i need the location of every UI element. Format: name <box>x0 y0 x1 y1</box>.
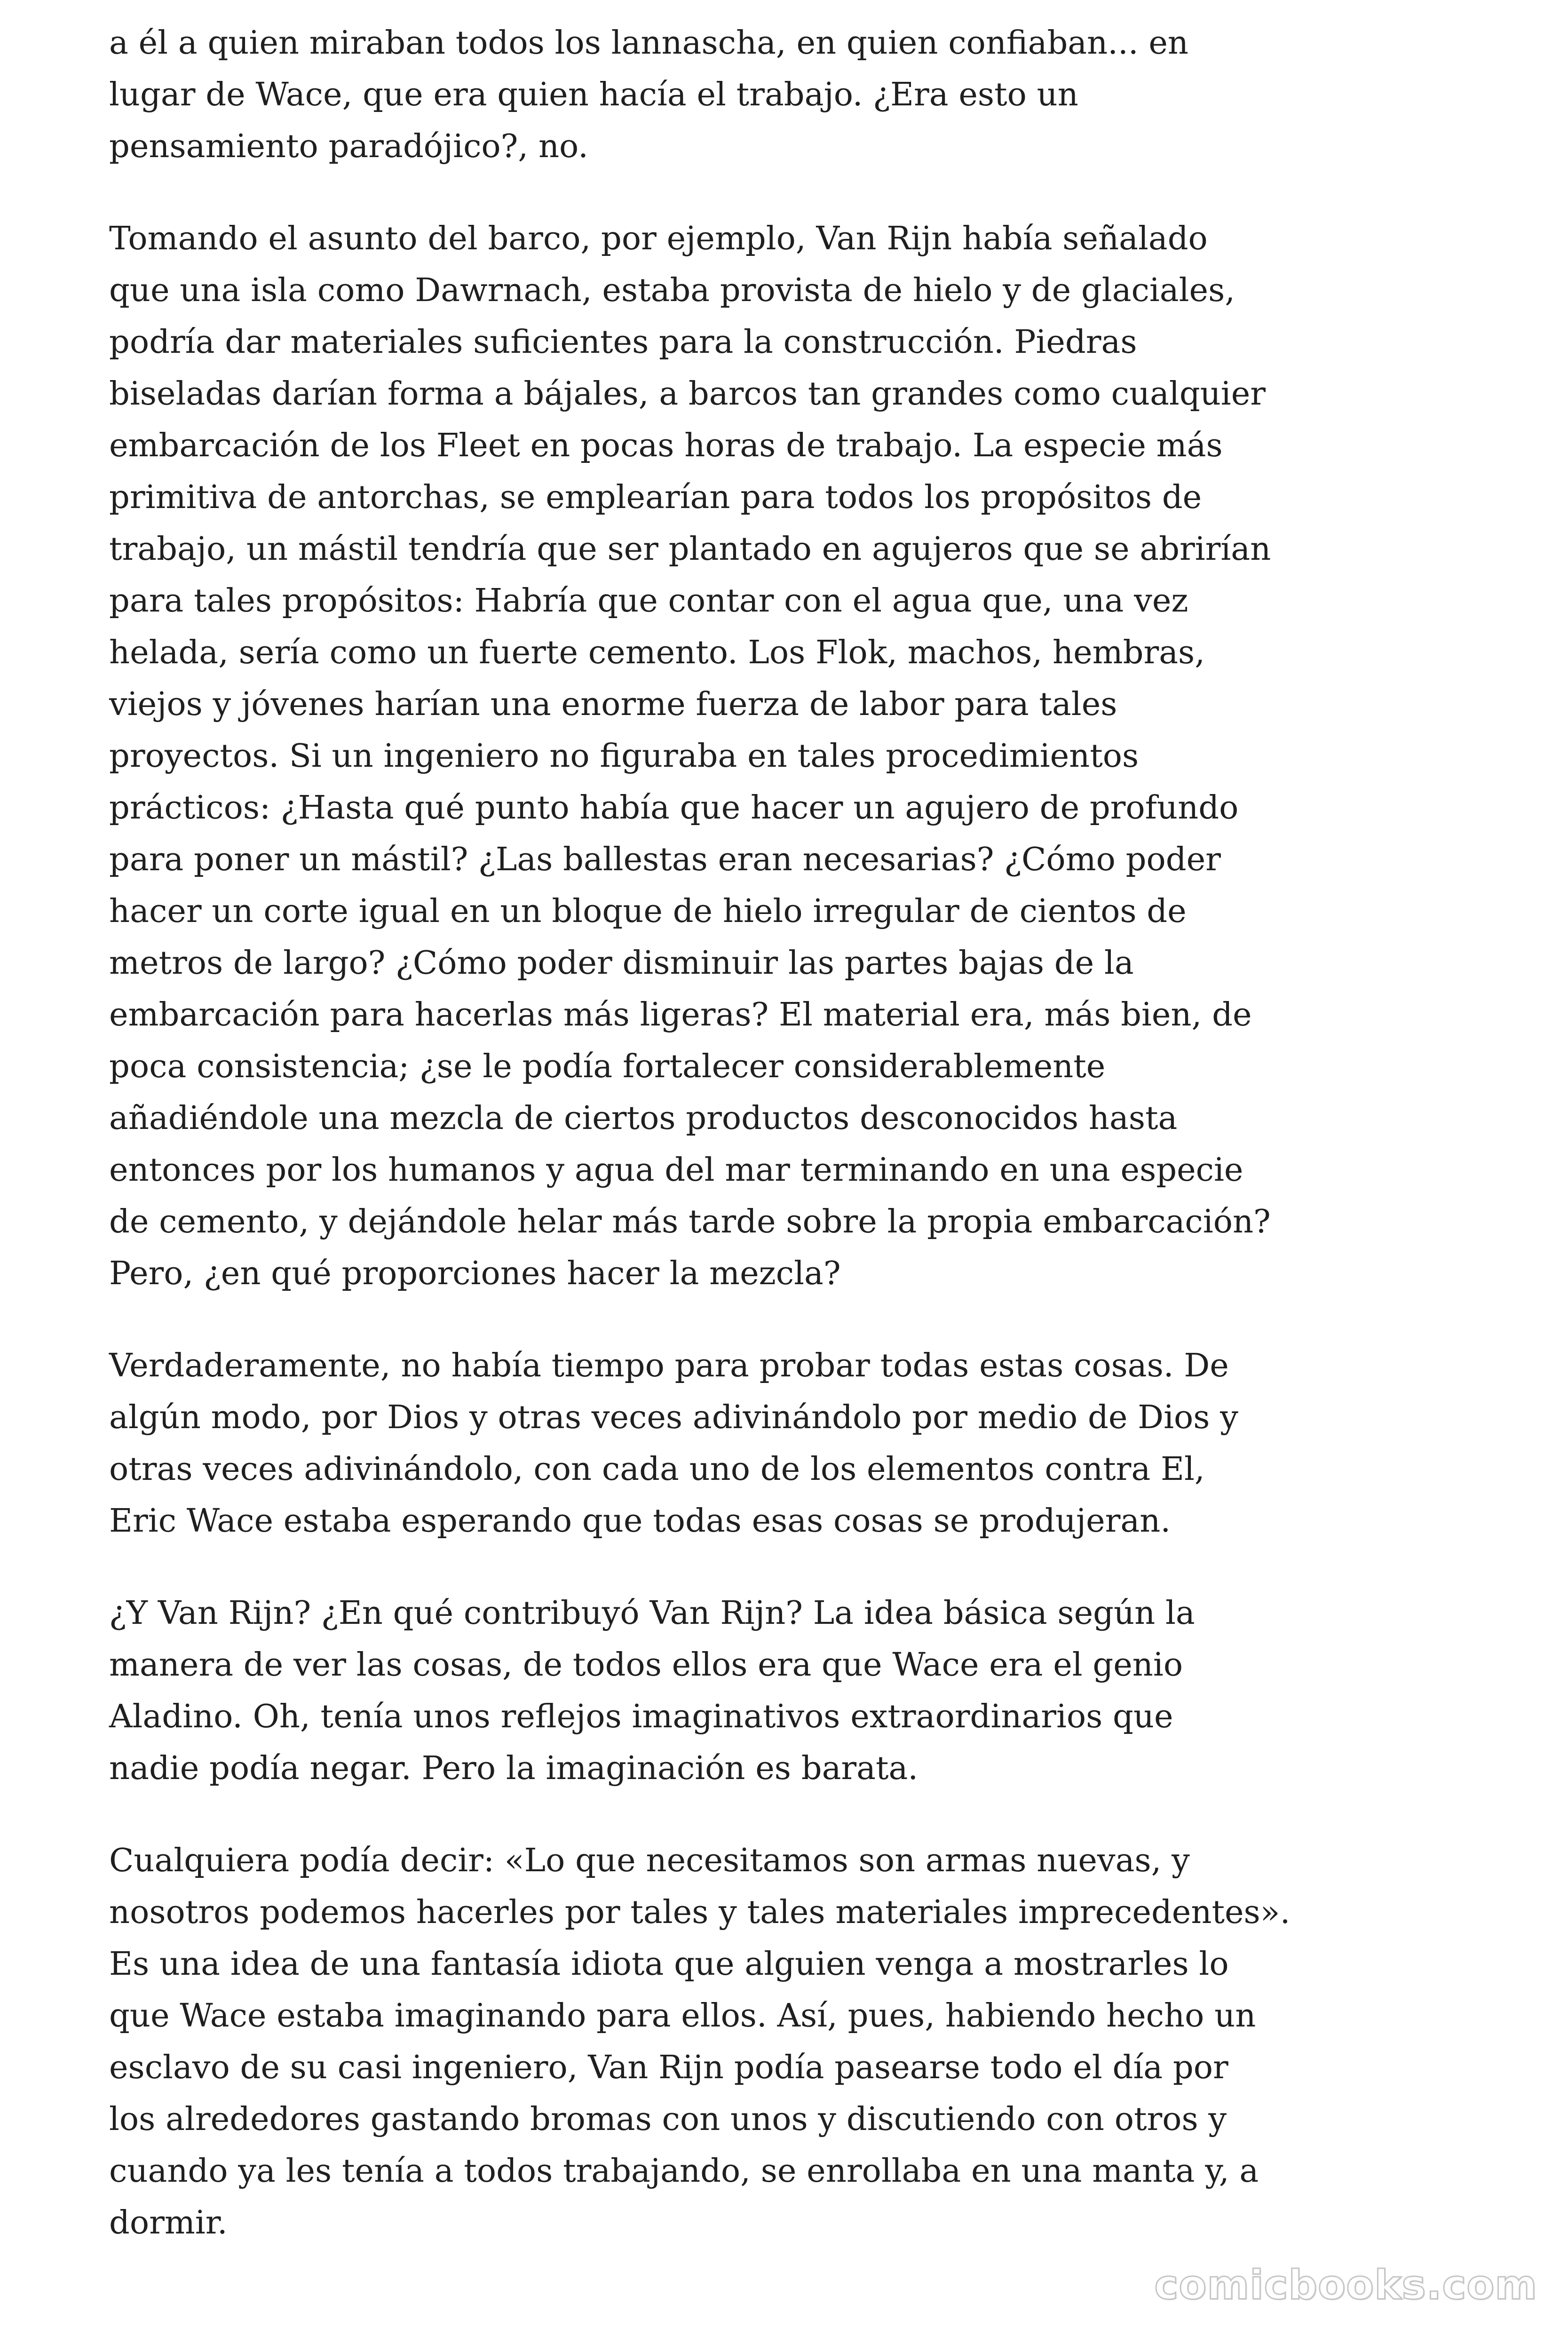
paragraph-4: ¿Y Van Rijn? ¿En qué contribuyó Van Rijn? La idea básica según la manera de ver las cosas, de todos ellos era que Wace era el genio Aladino. Oh, tenía unos reflejos imaginativos extraordinarios que nadie podía negar. Pero la imaginación es barata. <box>109 1594 1195 1787</box>
document-page <box>109 17 1468 2289</box>
watermark-logo: comicbooks.com <box>1154 2262 1537 2309</box>
paragraph-1: a él a quien miraban todos los lannascha, en quien confiaban... en lugar de Wace, que era quien hacía el trabajo. ¿Era esto un pensamiento paradójico?, no. <box>109 24 1189 165</box>
paragraph-5: Cualquiera podía decir: «Lo que necesitamos son armas nuevas, y nosotros podemos hacerles por tales y tales materiales imprecedentes». Es una idea de una fantasía idiota que alguien venga a mostrarles lo que Wace estaba imaginando para ellos. Así, pues, habiendo hecho un esclavo de su casi ingeniero, Van Rijn podía pasearse todo el día por los alrededores gastando bromas con unos y discutiendo con otros y cuando ya les tenía a todos trabajando, se enrollaba en una manta y, a dormir. <box>109 1842 1291 2241</box>
paragraph-2: Tomando el asunto del barco, por ejemplo, Van Rijn había señalado que una isla como Dawrnach, estaba provista de hielo y de glaciales, podría dar materiales suficientes para la construcción. Piedras biseladas darían forma a bájales, a barcos tan grandes como cualquier embarcación de los Fleet en pocas horas de trabajo. La especie más primitiva de antorchas, se emplearían para todos los propósitos de trabajo, un mástil tendría que ser plantado en agujeros que se abrirían para tales propósitos: Habría que contar con el agua que, una vez helada, sería como un fuerte cemento. Los Flok, machos, hembras, viejos y jóvenes harían una enorme fuerza de labor para tales proyectos. Si un ingeniero no figuraba en tales procedimientos prácticos: ¿Hasta qué punto había que hacer un agujero de profundo para poner un mástil? ¿Las ballestas eran necesarias? ¿Cómo poder hacer un corte igual en un bloque de hielo irregular de cientos de metros de largo? ¿Cómo poder disminuir las partes bajas de la embarcación para hacerlas más ligeras? El material era, más bien, de poca consistencia; ¿se le podía fortalecer considerablemente añadiéndole una mezcla de ciertos productos desconocidos hasta entonces por los humanos y agua del mar terminando en una especie de cemento, y dejándole helar más tarde sobre la propia embarcación? Pero, ¿en qué proporciones hacer la mezcla? <box>109 220 1271 1292</box>
paragraph-3: Verdaderamente, no había tiempo para probar todas estas cosas. De algún modo, por Dios y otras veces adivinándolo por medio de Dios y otras veces adivinándolo, con cada uno de los elementos contra El, Eric Wace estaba esperando que todas esas cosas se produjeran. <box>109 1347 1238 1540</box>
